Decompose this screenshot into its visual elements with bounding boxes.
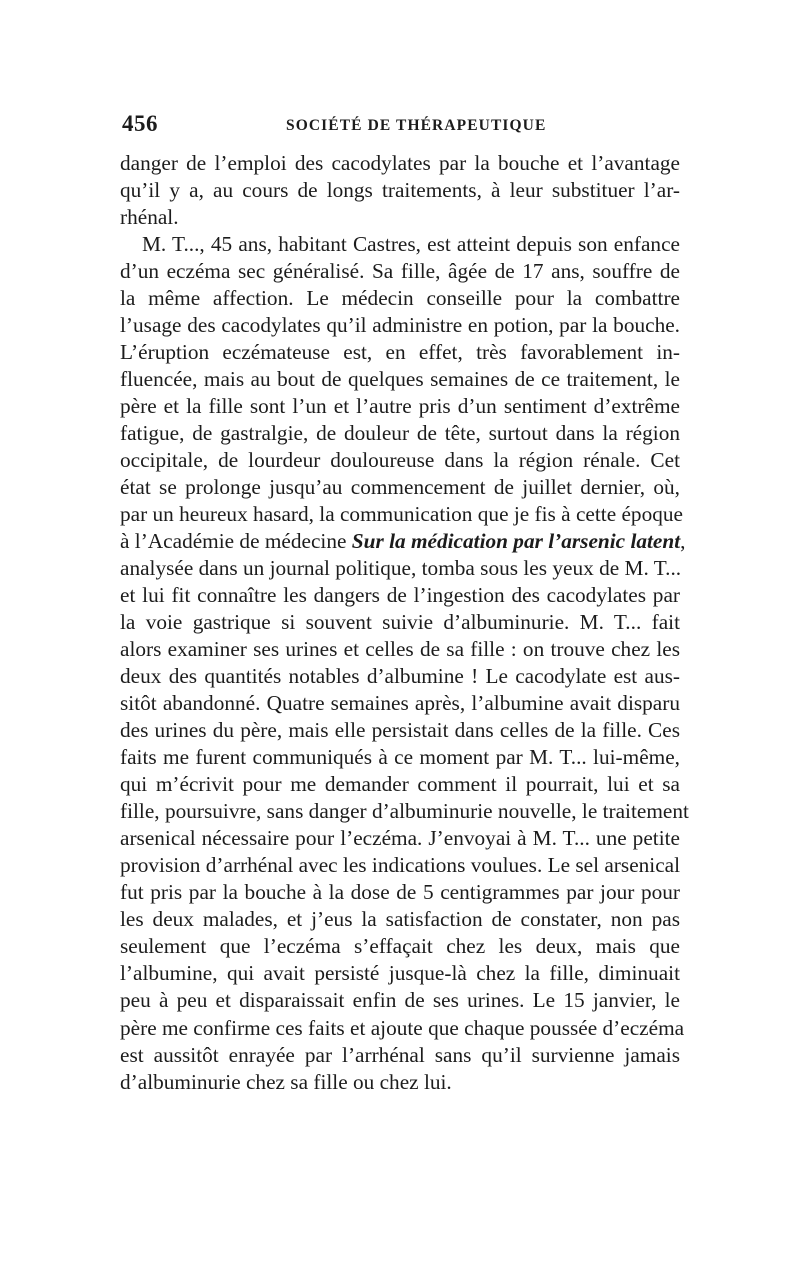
text-line: M. T..., 45 ans, habitant Castres, est atteint depuis son enfance	[142, 232, 680, 257]
text-line: deux des quantités notables d’albumine ! Le cacodylate est aus-	[120, 664, 680, 689]
text-line: est aussitôt enrayée par l’arrhénal sans qu’il survienne jamais	[120, 1042, 680, 1067]
text-line: sitôt abandonné. Quatre semaines après, l’albumine avait disparu	[120, 691, 680, 716]
text-line: et lui fit connaître les dangers de l’ingestion des cacodylates par	[120, 583, 680, 608]
text-line: danger de l’emploi des cacodylates par la bouche et l’avantage	[120, 151, 680, 175]
text-line: fut pris par la bouche à la dose de 5 centigrammes par jour pour	[120, 880, 680, 905]
page-number: 456	[122, 111, 158, 136]
text-line: les deux malades, et j’eus la satisfaction de constater, non pas	[120, 907, 680, 932]
text-line: l’usage des cacodylates qu’il administre en potion, par la bouche.	[120, 313, 680, 338]
text-line: la même affection. Le médecin conseille pour la combattre	[120, 286, 680, 311]
text-line: père et la fille sont l’un et l’autre pris d’un sentiment d’extrême	[120, 394, 680, 419]
text-line: arsenical nécessaire pour l’eczéma. J’envoyai à M. T... une petite	[120, 826, 680, 851]
italic-title: Sur la médication par l’arsenic latent	[351, 529, 681, 554]
text-line: analysée dans un journal politique, tomba sous les yeux de M. T...	[120, 556, 682, 581]
text-line: fille, poursuivre, sans danger d’albuminurie nouvelle, le traitement	[120, 799, 689, 824]
text-line: la voie gastrique si souvent suivie d’albuminurie. M. T... fait	[120, 610, 680, 635]
text-line: alors examiner ses urines et celles de sa fille : on trouve chez les	[120, 637, 680, 662]
body-text	[120, 150, 689, 1096]
text-line: qui m’écrivit pour me demander comment il pourrait, lui et sa	[120, 772, 680, 797]
text-line: seulement que l’eczéma s’effaçait chez les deux, mais que	[120, 934, 680, 959]
text-line: L’éruption eczémateuse est, en effet, très favorablement in-	[120, 340, 680, 365]
text-line: rhénal.	[120, 205, 179, 230]
text-line: peu à peu et disparaissait enfin de ses urines. Le 15 janvier, le	[120, 988, 680, 1013]
text-line: fatigue, de gastralgie, de douleur de tête, surtout dans la région	[120, 421, 680, 446]
text-line: d’albuminurie chez sa fille ou chez lui.	[120, 1069, 452, 1094]
text-line: par un heureux hasard, la communication que je fis à cette époque	[120, 502, 683, 527]
text-line-with-italic-title	[120, 528, 686, 555]
text-line: d’un eczéma sec généralisé. Sa fille, âgée de 17 ans, souffre de	[120, 259, 680, 284]
text-line: qu’il y a, au cours de longs traitements, à leur substituer l’ar-	[120, 178, 680, 203]
running-title: SOCIÉTÉ DE THÉRAPEUTIQUE	[286, 117, 547, 134]
text-fragment: ,	[680, 529, 686, 554]
text-line: état se prolonge jusqu’au commencement de juillet dernier, où,	[120, 475, 680, 500]
text-line: faits me furent communiqués à ce moment par M. T... lui-même,	[120, 745, 680, 770]
text-fragment: à l’Académie de médecine	[120, 529, 352, 554]
text-line: fluencée, mais au bout de quelques semaines de ce traitement, le	[120, 367, 680, 392]
text-line: provision d’arrhénal avec les indications voulues. Le sel arsenical	[120, 853, 681, 878]
text-line: des urines du père, mais elle persistait dans celles de la fille. Ces	[120, 718, 680, 743]
text-line: l’albumine, qui avait persisté jusque-là chez la fille, diminuait	[120, 961, 680, 986]
text-line: père me confirme ces faits et ajoute que chaque poussée d’eczéma	[120, 1015, 685, 1040]
text-line: occipitale, de lourdeur douloureuse dans la région rénale. Cet	[120, 448, 680, 473]
